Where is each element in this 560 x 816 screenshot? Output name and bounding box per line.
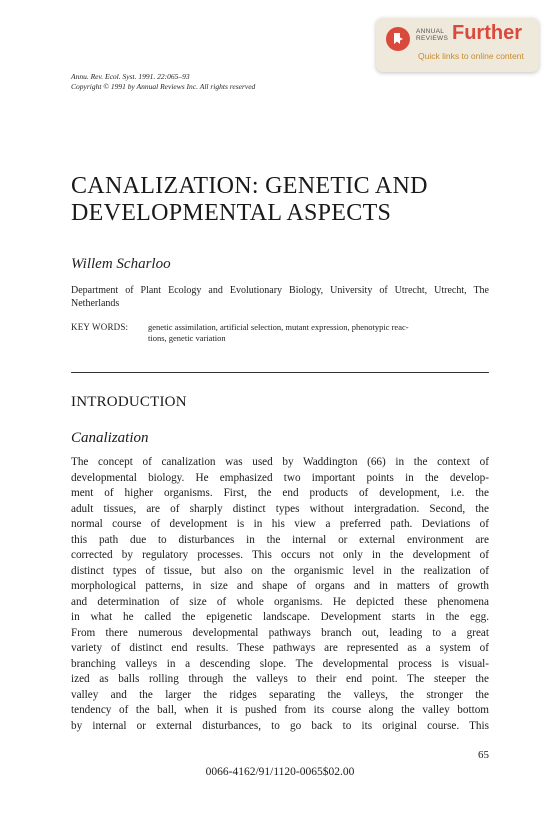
article-title-line-1: CANALIZATION: GENETIC AND	[71, 173, 428, 199]
body-line: developmental biology. He emphasized two important points in the develop-	[71, 471, 489, 484]
key-words-list	[148, 322, 486, 344]
body-line: tendency of the ball, when it is pushed from its course along the valley bottom	[71, 704, 489, 716]
bookmark-arrow-icon	[386, 27, 410, 51]
copyright-line: Copyright © 1991 by Annual Reviews Inc. All rights reserved	[71, 82, 256, 91]
body-line: valley and the larger the ridges separating the valleys, the stronger the	[71, 688, 489, 701]
key-words-line-2: tions, genetic variation	[148, 333, 226, 343]
journal-citation-line: Annu. Rev. Ecol. Syst. 1991. 22:065–93	[71, 72, 190, 81]
body-line: ized as balls rolling through the valleys to their end point. The steeper the	[71, 673, 489, 685]
body-line: distinct types of tissue, but also on the organismic level in the realization of	[71, 564, 489, 577]
body-line: variety of distinct end results. These pathways are represented as a system of	[71, 642, 489, 654]
key-words-line-1: genetic assimilation, artificial selection, mutant expression, phenotypic reac-	[148, 322, 409, 332]
body-line: The concept of canalization was used by Waddington (66) in the context of	[71, 456, 489, 468]
body-line: branching valleys in a descending slope. The developmental process is visual-	[71, 657, 489, 670]
body-line: morphological patterns, in size and shape of organs and in matters of growth	[71, 580, 489, 592]
body-line: adult tissues, are of sharply distinct types without intergradation. Second, the	[71, 502, 489, 515]
author-affiliation: Department of Plant Ecology and Evolutionary Biology, University of Utrecht, Utrecht, The Netherlands	[71, 285, 489, 309]
quick-links-link[interactable]: Quick links to online content	[418, 51, 524, 61]
body-line: by internal or external disturbances, to go back to its original course. This	[71, 719, 489, 732]
author-name: Willem Scharloo	[71, 256, 171, 272]
body-line: and determination of size of whole organisms. He depicted these phenomena	[71, 595, 489, 608]
body-line: From there numerous developmental pathways branch out, leading to a great	[71, 626, 489, 639]
key-words-label: KEY WORDS:	[71, 322, 129, 332]
body-line: corrected by regulatory processes. This occurs not only in the development of	[71, 549, 489, 561]
subsection-heading-canalization: Canalization	[71, 430, 149, 446]
section-divider	[71, 372, 489, 373]
journal-citation	[71, 72, 255, 92]
body-line: normal course of development is in his view a preferred path. Deviations of	[71, 518, 489, 530]
body-line: this path due to disturbances in the internal or external environment are	[71, 533, 489, 546]
body-line: ment of higher organisms. First, the end products of development, i.e. the	[71, 487, 489, 499]
article-title-line-2: DEVELOPMENTAL ASPECTS	[71, 200, 392, 226]
body-line: in what he called the epigenetic landscape. Development starts in the egg.	[71, 611, 489, 623]
annual-reviews-wordmark: ANNUAL REVIEWS	[416, 28, 449, 42]
annual-reviews-further-badge[interactable]	[376, 18, 539, 72]
article-title	[71, 173, 491, 227]
section-heading-introduction: INTRODUCTION	[71, 394, 187, 410]
further-wordmark: Further	[452, 22, 522, 44]
footer-price-code: 0066-4162/91/1120-0065$02.00	[205, 766, 355, 778]
page-number: 65	[478, 749, 489, 761]
body-paragraph	[71, 455, 489, 734]
